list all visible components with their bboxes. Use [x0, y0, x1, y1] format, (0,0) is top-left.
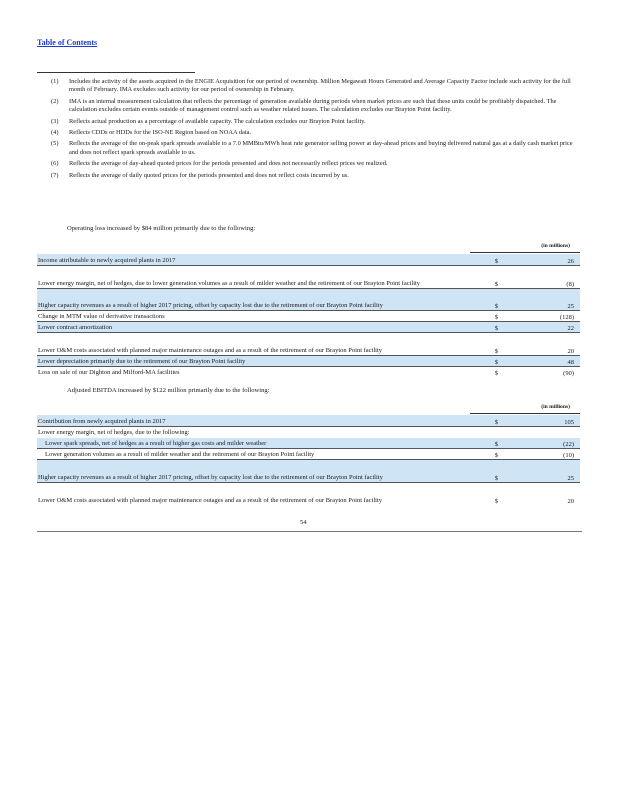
footnote-number: (7)	[51, 171, 59, 179]
table-row	[37, 311, 580, 322]
row-value: (8)	[566, 281, 574, 288]
row-currency: $	[494, 303, 498, 310]
footnote-text: Reflects CDDs or HDDs for the ISO-NE Region based on NOAA data.	[69, 129, 252, 137]
row-value: (128)	[559, 314, 574, 321]
row-value: (22)	[563, 441, 574, 448]
footnote-number: (2)	[51, 97, 59, 105]
row-value: (10)	[563, 452, 574, 459]
row-currency: $	[494, 498, 498, 505]
table-row	[37, 254, 580, 266]
footnote-item	[37, 172, 582, 180]
header-rule	[470, 252, 580, 253]
row-label: Lower energy margin, net of hedges, due to lower generation volumes as a result of milder weather and the retirement of our Brayton Point facility	[38, 280, 421, 287]
row-currency: $	[494, 441, 498, 448]
row-currency: $	[494, 325, 498, 332]
row-value: 25	[567, 303, 574, 310]
row-currency: $	[494, 359, 498, 366]
table-of-contents-link[interactable]: Table of Contents	[37, 38, 98, 47]
row-label: Higher capacity revenues as a result of higher 2017 pricing, offset by capacity lost due to the retirement of our Brayton Point facility	[38, 302, 383, 309]
footnote-text: Includes the activity of the assets acquired in the ENGIE Acquisition for our period of ownership. Million Megawatt Hours Generated and Average Capacity Factor include such activity for the full month of February. IMA excludes such activity for our period of ownership in February.	[69, 78, 571, 94]
row-value: 25	[567, 475, 574, 482]
row-currency: $	[494, 475, 498, 482]
footnote-number: (5)	[51, 140, 59, 148]
row-currency: $	[494, 314, 498, 321]
row-label: Loss on sale of our Dighton and Milford-MA facilities	[38, 369, 180, 376]
table-row	[37, 483, 580, 505]
footnote-item	[37, 160, 582, 168]
row-label: Contribution from newly acquired plants in 2017	[38, 418, 166, 425]
row-label: Change in MTM value of derivative transactions	[38, 313, 165, 320]
units-label: (in millions)	[541, 404, 570, 410]
header-rule	[470, 413, 580, 414]
row-value: 48	[567, 359, 574, 366]
row-currency: $	[494, 348, 498, 355]
row-label: Lower spark spreads, net of hedges as a result of higher gas costs and milder weather	[45, 440, 267, 447]
table-row	[37, 266, 580, 289]
adjusted-ebitda-intro: Adjusted EBITDA increased by $122 million primarily due to the following:	[67, 387, 270, 394]
table-row	[37, 449, 580, 460]
table-row	[37, 367, 580, 377]
footnote-text: Reflects the average of daily quoted prices for the periods presented and does not reflect costs incurred by us.	[69, 171, 349, 179]
table-row	[37, 427, 580, 437]
table-row	[37, 415, 580, 427]
row-label: Lower energy margin, net of hedges, due to the following:	[38, 429, 190, 436]
footnote-number: (4)	[51, 129, 59, 137]
footnote-number: (6)	[51, 160, 59, 168]
row-label: Lower depreciation primarily due to the retirement of our Brayton Point facility	[38, 358, 246, 365]
footnote-text: Reflects actual production as a percentage of available capacity. The calculation excludes our Brayton Point facility.	[69, 117, 366, 125]
row-label: Higher capacity revenues as a result of higher 2017 pricing, offset by capacity lost due to the retirement of our Brayton Point facility	[38, 474, 383, 481]
row-label: Income attributable to newly acquired plants in 2017	[38, 257, 176, 264]
footnote-text: IMA is an internal measurement calculation that reflects the percentage of generation available during periods when market prices are such that these units could be profitably dispatched. The calculation excludes certain events outside of management control such as weather related issues. The calculation excludes our Brayton Point facility.	[69, 97, 557, 114]
row-label: Lower contract amortization	[38, 324, 112, 331]
row-label: Lower O&M costs associated with planned major maintenance outages and as a result of the retirement of our Brayton Point facility	[38, 347, 383, 354]
row-value: 105	[564, 419, 574, 426]
footnote-item	[37, 129, 582, 137]
row-value: (90)	[563, 370, 574, 377]
footnote-text: Reflects the average of day-ahead quoted prices for the periods presented and does not necessarily reflect prices we realized.	[69, 160, 388, 168]
footnote-item	[37, 140, 582, 157]
footnote-number: (3)	[51, 117, 59, 125]
adjusted-ebitda-table	[37, 404, 580, 514]
units-label: (in millions)	[541, 243, 570, 249]
footnote-divider	[37, 72, 195, 73]
row-value: 20	[567, 348, 574, 355]
table-row	[37, 356, 580, 367]
operating-loss-intro: Operating loss increased by $84 million primarily due to the following:	[67, 225, 256, 232]
row-currency: $	[494, 419, 498, 426]
footnote-item	[37, 118, 582, 126]
page-bottom-rule	[37, 531, 582, 532]
table-row	[37, 289, 580, 311]
table-row	[37, 438, 580, 449]
row-currency: $	[494, 452, 498, 459]
footnote-item	[37, 98, 582, 115]
row-currency: $	[494, 370, 498, 377]
footnote-number: (1)	[51, 78, 59, 85]
row-label: Lower O&M costs associated with planned major maintenance outages and as a result of the retirement of our Brayton Point facility	[38, 497, 383, 504]
table-row	[37, 322, 580, 333]
table-row	[37, 460, 580, 483]
operating-loss-table	[37, 243, 580, 383]
footnote-item	[37, 78, 582, 95]
row-value: 20	[567, 498, 574, 505]
table-row	[37, 333, 580, 356]
row-currency: $	[494, 281, 498, 288]
row-label: Lower generation volumes as a result of milder weather and the retirement of our Brayton Point facility	[45, 451, 315, 458]
footnote-text: Reflects the average of the on-peak spark spreads available to a 7.0 MMBtu/MWh heat rate generator selling power at day-ahead prices and buying delivered natural gas at a daily cash market price and does not reflect spark spreads available to us.	[69, 140, 573, 156]
row-value: 22	[567, 325, 574, 332]
footnotes	[37, 78, 582, 183]
row-value: 26	[567, 258, 574, 265]
page-number: 54	[300, 519, 307, 526]
row-currency: $	[494, 258, 498, 265]
